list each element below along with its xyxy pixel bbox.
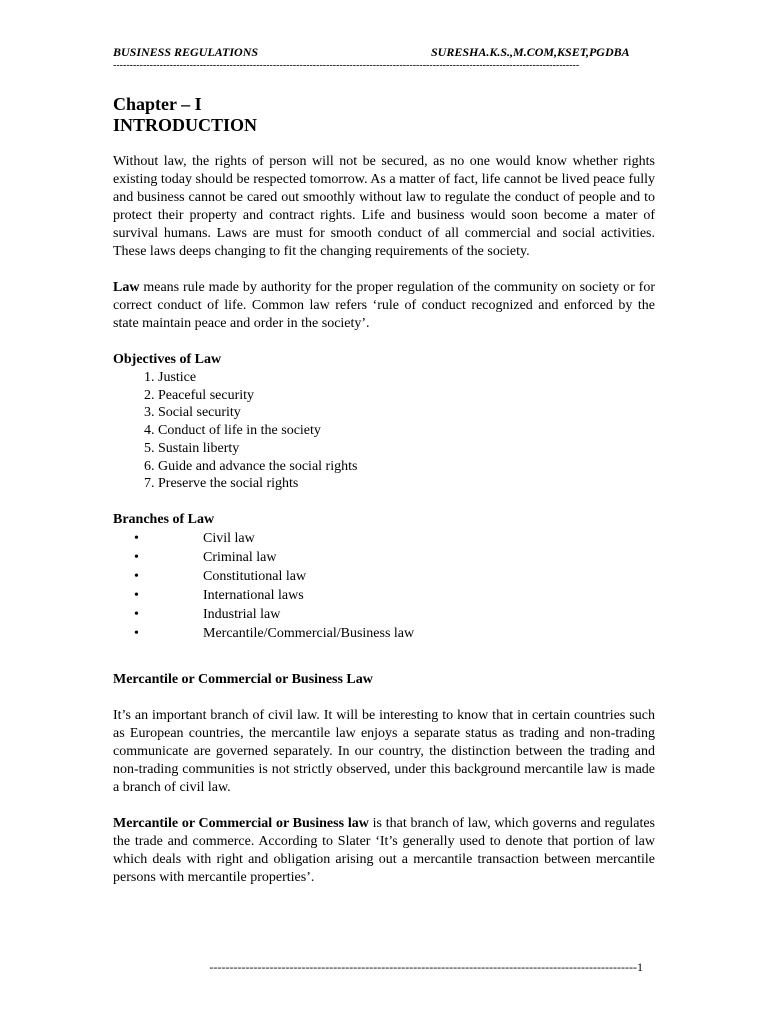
branches-heading: Branches of Law <box>113 511 215 527</box>
bullet-icon: • <box>134 625 139 641</box>
header-dashed-rule: -------------------------------------------------------------------------------------------------------------------------------------------- <box>113 60 580 71</box>
list-item: • Criminal law <box>134 549 277 565</box>
intro-paragraph: Without law, the rights of person will not be secured, as no one would know whether rights existing today should be respected tomorrow. As a matter of fact, life cannot be lived peace fully and business cannot be cared out smoothly without law to regulate the conduct of people and to protect their property and contract rights. Life and business would soon become a mater of survival humans. Laws are must for smooth conduct of all commercial and social activities. These laws deeps changing to fit the changing requirements of the society. <box>113 154 655 259</box>
list-item: 7. Preserve the social rights <box>158 475 655 493</box>
running-header-author: SURESHA.K.S.,M.COM,KSET,PGDBA <box>431 45 630 59</box>
mercantile-term: Mercantile or Commercial or Business law <box>113 815 369 831</box>
bullet-icon: • <box>134 530 139 546</box>
list-item: • International laws <box>134 587 304 603</box>
law-definition-text: means rule made by authority for the proper regulation of the community on society or for correct conduct of life. Common law refers ‘rule of conduct recognized and enforced by the state maintain peace and order in the society’. <box>113 280 655 331</box>
list-item: • Civil law <box>134 530 255 546</box>
page-footer <box>113 960 643 975</box>
objectives-list <box>113 369 655 493</box>
mercantile-definition-text: is that branch of law, which governs and regulates the trade and commerce. According to Slater ‘It’s generally used to denote that portion of law which deals with right and obligation arising out a mercantile transaction between mercantile persons with mercantile properties’. <box>113 815 656 885</box>
list-item: 5. Sustain liberty <box>158 440 655 458</box>
list-item: 6. Guide and advance the social rights <box>158 458 655 476</box>
list-item: • Industrial law <box>134 606 281 622</box>
bullet-icon: • <box>134 587 139 603</box>
law-term: Law <box>113 280 140 295</box>
chapter-title: INTRODUCTION <box>113 115 258 135</box>
bullet-icon: • <box>134 606 139 622</box>
law-definition-paragraph <box>113 279 655 333</box>
list-item: • Constitutional law <box>134 568 307 584</box>
list-item: 2. Peaceful security <box>158 387 655 405</box>
page-number: 1 <box>637 960 643 974</box>
chapter-number: Chapter – I <box>113 94 202 114</box>
branches-list <box>113 529 655 643</box>
mercantile-heading: Mercantile or Commercial or Business Law <box>113 671 373 687</box>
objectives-heading: Objectives of Law <box>113 352 222 367</box>
mercantile-definition-paragraph <box>113 815 655 887</box>
mercantile-paragraph: It’s an important branch of civil law. It will be interesting to know that in certain countries such as European countries, the mercantile law enjoys a separate status as trading and non-trading communicate are governed separately. In our country, the distinction between the trading and non-trading communities is not strictly observed, under this background mercantile law is made a branch of civil law. <box>113 707 655 795</box>
bullet-icon: • <box>134 549 139 565</box>
footer-dashed-rule: ----------------------------------------------------------------------------------------------------------- <box>209 960 637 974</box>
list-item: 1. Justice <box>158 369 655 387</box>
running-header-title: BUSINESS REGULATIONS <box>113 45 259 59</box>
list-item: 4. Conduct of life in the society <box>158 422 655 440</box>
bullet-icon: • <box>134 568 139 584</box>
page-body <box>113 94 655 887</box>
list-item: • Mercantile/Commercial/Business law <box>134 625 415 641</box>
list-item: 3. Social security <box>158 404 655 422</box>
